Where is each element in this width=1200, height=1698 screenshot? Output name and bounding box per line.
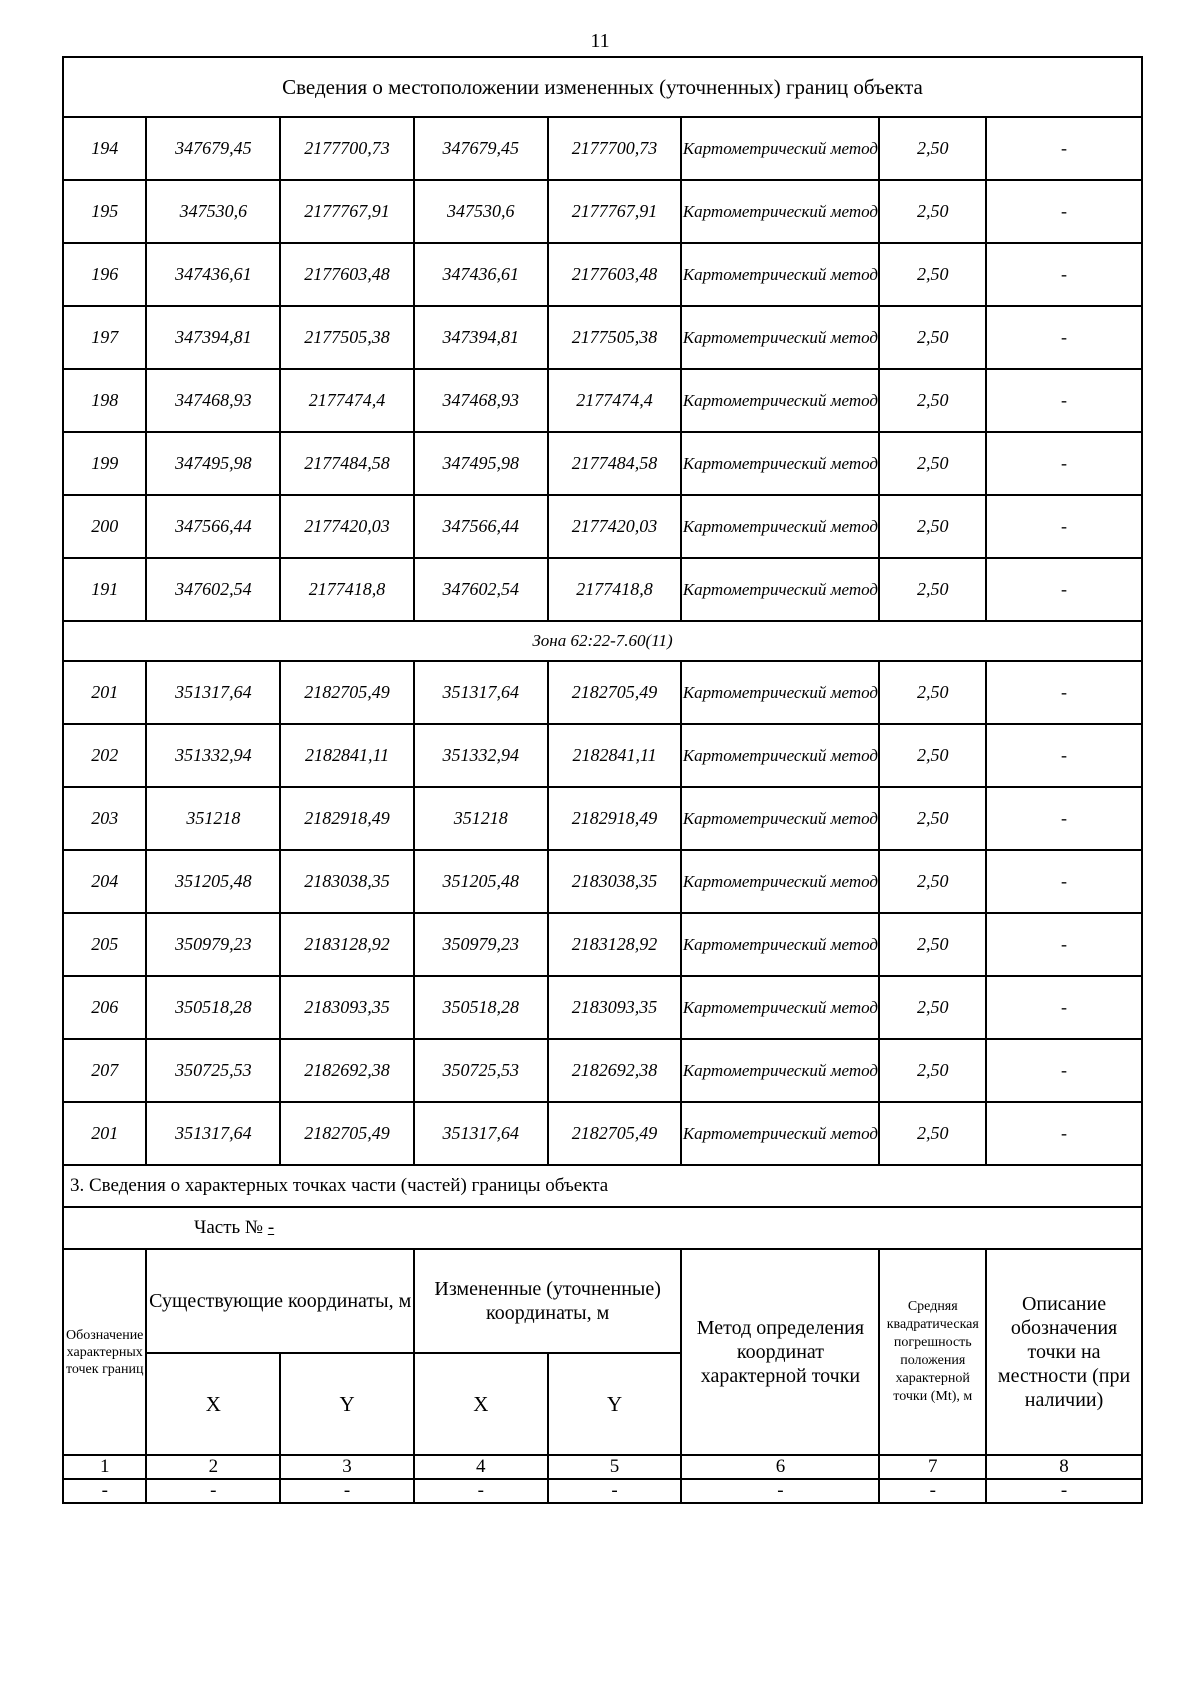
header-existing-y: Y [280, 1353, 414, 1455]
table-row [63, 432, 1142, 495]
existing-x-cell: 347602,54 [146, 558, 280, 621]
changed-x-cell: 351332,94 [414, 724, 548, 787]
table-row [63, 1039, 1142, 1102]
table-title-row [63, 57, 1142, 117]
point-number-cell: 197 [63, 306, 146, 369]
changed-x-cell: 351218 [414, 787, 548, 850]
point-number-cell: 196 [63, 243, 146, 306]
empty-cell: - [681, 1479, 879, 1503]
empty-cell: - [548, 1479, 682, 1503]
changed-x-cell: 347468,93 [414, 369, 548, 432]
existing-x-cell: 347679,45 [146, 117, 280, 180]
mt-cell: 2,50 [879, 180, 986, 243]
table-row [63, 724, 1142, 787]
existing-y-cell: 2177418,8 [280, 558, 414, 621]
header-changed-coordinates: Измененные (уточненные) координаты, м [414, 1249, 681, 1353]
description-cell: - [986, 180, 1142, 243]
existing-x-cell: 351317,64 [146, 661, 280, 724]
existing-y-cell: 2177420,03 [280, 495, 414, 558]
existing-x-cell: 347468,93 [146, 369, 280, 432]
description-cell: - [986, 243, 1142, 306]
description-cell: - [986, 661, 1142, 724]
changed-x-cell: 347602,54 [414, 558, 548, 621]
table-row [63, 558, 1142, 621]
method-cell: Картометрический метод [681, 724, 879, 787]
changed-y-cell: 2177767,91 [548, 180, 682, 243]
changed-y-cell: 2177418,8 [548, 558, 682, 621]
method-cell: Картометрический метод [681, 432, 879, 495]
zone-row [63, 621, 1142, 661]
existing-y-cell: 2177700,73 [280, 117, 414, 180]
description-cell: - [986, 495, 1142, 558]
changed-y-cell: 2177603,48 [548, 243, 682, 306]
changed-x-cell: 351317,64 [414, 1102, 548, 1165]
point-number-cell: 206 [63, 976, 146, 1039]
existing-x-cell: 347495,98 [146, 432, 280, 495]
column-number-cell: 2 [146, 1455, 280, 1479]
existing-x-cell: 347566,44 [146, 495, 280, 558]
table-row [63, 180, 1142, 243]
mt-cell: 2,50 [879, 1102, 986, 1165]
empty-cell: - [414, 1479, 548, 1503]
page-number: 11 [590, 30, 610, 52]
header-description: Описание обозначения точки на местности (при наличии) [986, 1249, 1142, 1455]
existing-y-cell: 2182692,38 [280, 1039, 414, 1102]
table-row [63, 913, 1142, 976]
existing-x-cell: 347436,61 [146, 243, 280, 306]
description-cell: - [986, 558, 1142, 621]
section-3-title: 3. Сведения о характерных точках части (частей) границы объекта [63, 1165, 1142, 1207]
table-row [63, 787, 1142, 850]
table-row [63, 243, 1142, 306]
method-cell: Картометрический метод [681, 1102, 879, 1165]
point-number-cell: 204 [63, 850, 146, 913]
existing-y-cell: 2177484,58 [280, 432, 414, 495]
description-cell: - [986, 117, 1142, 180]
mt-cell: 2,50 [879, 850, 986, 913]
existing-y-cell: 2183038,35 [280, 850, 414, 913]
changed-x-cell: 351205,48 [414, 850, 548, 913]
column-number-cell: 3 [280, 1455, 414, 1479]
header-point-designation: Обозначение характерных точек границ [63, 1249, 146, 1455]
changed-y-cell: 2182705,49 [548, 1102, 682, 1165]
mt-cell: 2,50 [879, 976, 986, 1039]
header-changed-y: Y [548, 1353, 682, 1455]
method-cell: Картометрический метод [681, 369, 879, 432]
description-cell: - [986, 976, 1142, 1039]
column-number-cell: 4 [414, 1455, 548, 1479]
changed-y-cell: 2183093,35 [548, 976, 682, 1039]
existing-y-cell: 2182841,11 [280, 724, 414, 787]
mt-cell: 2,50 [879, 724, 986, 787]
existing-y-cell: 2182705,49 [280, 1102, 414, 1165]
description-cell: - [986, 1039, 1142, 1102]
table-row [63, 1102, 1142, 1165]
header-row-1 [63, 1249, 1142, 1353]
mt-cell: 2,50 [879, 495, 986, 558]
point-number-cell: 202 [63, 724, 146, 787]
existing-x-cell: 347530,6 [146, 180, 280, 243]
existing-y-cell: 2182918,49 [280, 787, 414, 850]
mt-cell: 2,50 [879, 306, 986, 369]
changed-x-cell: 347566,44 [414, 495, 548, 558]
boundary-points-table [62, 56, 1143, 1504]
column-number-cell: 8 [986, 1455, 1142, 1479]
existing-y-cell: 2177505,38 [280, 306, 414, 369]
method-cell: Картометрический метод [681, 913, 879, 976]
empty-cell: - [280, 1479, 414, 1503]
part-cell [63, 1207, 1142, 1249]
existing-x-cell: 351205,48 [146, 850, 280, 913]
mt-cell: 2,50 [879, 558, 986, 621]
point-number-cell: 205 [63, 913, 146, 976]
method-cell: Картометрический метод [681, 243, 879, 306]
mt-cell: 2,50 [879, 661, 986, 724]
point-number-cell: 198 [63, 369, 146, 432]
column-number-cell: 7 [879, 1455, 986, 1479]
section-3-row [63, 1165, 1142, 1207]
method-cell: Картометрический метод [681, 1039, 879, 1102]
existing-y-cell: 2177767,91 [280, 180, 414, 243]
table-row [63, 117, 1142, 180]
existing-y-cell: 2182705,49 [280, 661, 414, 724]
point-number-cell: 199 [63, 432, 146, 495]
description-cell: - [986, 850, 1142, 913]
changed-x-cell: 347530,6 [414, 180, 548, 243]
mt-cell: 2,50 [879, 432, 986, 495]
changed-y-cell: 2177420,03 [548, 495, 682, 558]
description-cell: - [986, 369, 1142, 432]
existing-y-cell: 2183093,35 [280, 976, 414, 1039]
changed-x-cell: 347436,61 [414, 243, 548, 306]
method-cell: Картометрический метод [681, 306, 879, 369]
header-existing-coordinates: Существующие координаты, м [146, 1249, 413, 1353]
existing-x-cell: 350979,23 [146, 913, 280, 976]
description-cell: - [986, 306, 1142, 369]
method-cell: Картометрический метод [681, 495, 879, 558]
changed-y-cell: 2177700,73 [548, 117, 682, 180]
table-title: Сведения о местоположении измененных (уточненных) границ объекта [63, 57, 1142, 117]
changed-x-cell: 350518,28 [414, 976, 548, 1039]
header-existing-x: X [146, 1353, 280, 1455]
existing-x-cell: 351317,64 [146, 1102, 280, 1165]
mt-cell: 2,50 [879, 369, 986, 432]
mt-cell: 2,50 [879, 117, 986, 180]
description-cell: - [986, 1102, 1142, 1165]
changed-y-cell: 2182692,38 [548, 1039, 682, 1102]
point-number-cell: 194 [63, 117, 146, 180]
method-cell: Картометрический метод [681, 787, 879, 850]
part-row [63, 1207, 1142, 1249]
changed-y-cell: 2183038,35 [548, 850, 682, 913]
changed-y-cell: 2177505,38 [548, 306, 682, 369]
existing-y-cell: 2177474,4 [280, 369, 414, 432]
empty-cell: - [879, 1479, 986, 1503]
table-row [63, 369, 1142, 432]
changed-x-cell: 347679,45 [414, 117, 548, 180]
point-number-cell: 200 [63, 495, 146, 558]
point-number-cell: 201 [63, 1102, 146, 1165]
method-cell: Картометрический метод [681, 661, 879, 724]
mt-cell: 2,50 [879, 1039, 986, 1102]
part-value: - [267, 1217, 275, 1238]
changed-x-cell: 347394,81 [414, 306, 548, 369]
existing-x-cell: 347394,81 [146, 306, 280, 369]
method-cell: Картометрический метод [681, 850, 879, 913]
table-row [63, 495, 1142, 558]
mt-cell: 2,50 [879, 243, 986, 306]
table-row [63, 661, 1142, 724]
changed-y-cell: 2182918,49 [548, 787, 682, 850]
changed-y-cell: 2177484,58 [548, 432, 682, 495]
description-cell: - [986, 432, 1142, 495]
description-cell: - [986, 787, 1142, 850]
header-mt: Средняя квадратическая погрешность положения характерной точки (Mt), м [879, 1249, 986, 1455]
mt-cell: 2,50 [879, 913, 986, 976]
changed-y-cell: 2182841,11 [548, 724, 682, 787]
method-cell: Картометрический метод [681, 558, 879, 621]
point-number-cell: 195 [63, 180, 146, 243]
column-number-cell: 1 [63, 1455, 146, 1479]
existing-x-cell: 351332,94 [146, 724, 280, 787]
header-method: Метод определения координат характерной точки [681, 1249, 879, 1455]
changed-x-cell: 351317,64 [414, 661, 548, 724]
point-number-cell: 207 [63, 1039, 146, 1102]
header-changed-x: X [414, 1353, 548, 1455]
column-number-cell: 6 [681, 1455, 879, 1479]
description-cell: - [986, 913, 1142, 976]
existing-y-cell: 2177603,48 [280, 243, 414, 306]
description-cell: - [986, 724, 1142, 787]
table-row [63, 306, 1142, 369]
part-label: Часть № [194, 1217, 264, 1238]
column-number-cell: 5 [548, 1455, 682, 1479]
changed-x-cell: 350725,53 [414, 1039, 548, 1102]
changed-y-cell: 2183128,92 [548, 913, 682, 976]
point-number-cell: 203 [63, 787, 146, 850]
changed-y-cell: 2177474,4 [548, 369, 682, 432]
changed-x-cell: 347495,98 [414, 432, 548, 495]
zone-label: Зона 62:22-7.60(11) [63, 621, 1142, 661]
point-number-cell: 191 [63, 558, 146, 621]
changed-x-cell: 350979,23 [414, 913, 548, 976]
existing-y-cell: 2183128,92 [280, 913, 414, 976]
empty-cell: - [146, 1479, 280, 1503]
mt-cell: 2,50 [879, 787, 986, 850]
table-row [63, 850, 1142, 913]
empty-data-row [63, 1479, 1142, 1503]
table-row [63, 976, 1142, 1039]
empty-cell: - [63, 1479, 146, 1503]
changed-y-cell: 2182705,49 [548, 661, 682, 724]
method-cell: Картометрический метод [681, 976, 879, 1039]
column-numbers-row [63, 1455, 1142, 1479]
method-cell: Картометрический метод [681, 117, 879, 180]
existing-x-cell: 350518,28 [146, 976, 280, 1039]
empty-cell: - [986, 1479, 1142, 1503]
point-number-cell: 201 [63, 661, 146, 724]
existing-x-cell: 351218 [146, 787, 280, 850]
method-cell: Картометрический метод [681, 180, 879, 243]
existing-x-cell: 350725,53 [146, 1039, 280, 1102]
